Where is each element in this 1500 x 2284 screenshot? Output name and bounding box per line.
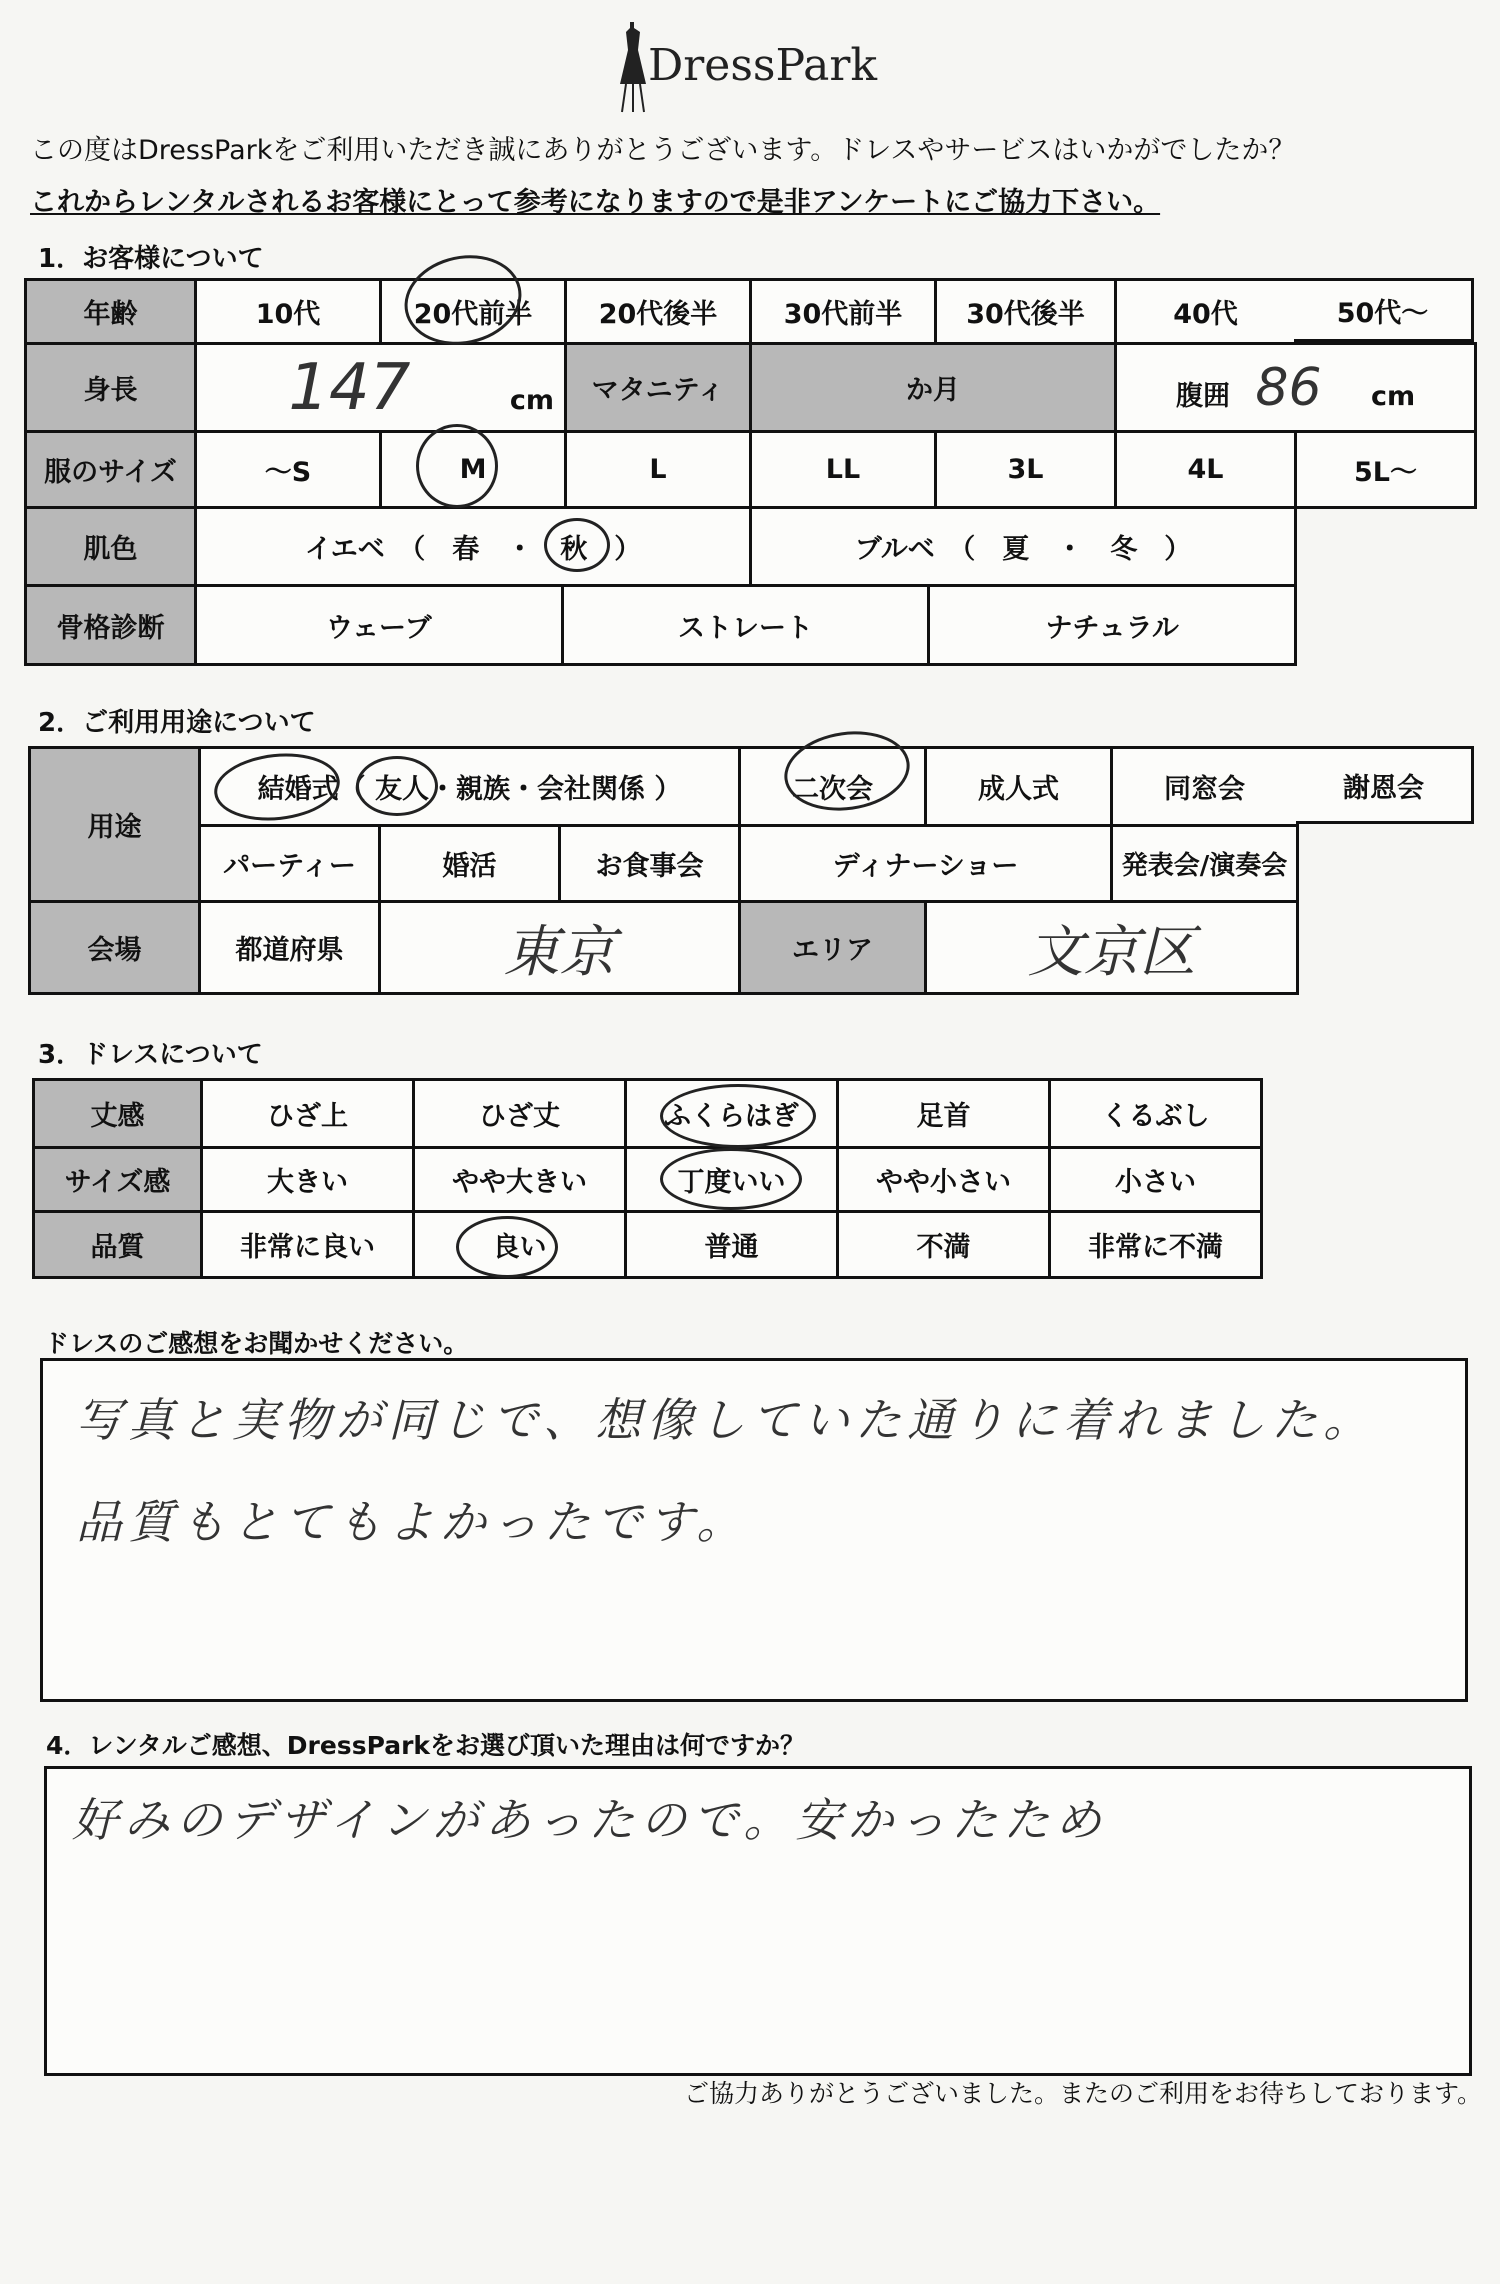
skin-blue-option[interactable]: ブルベ （ 夏 ・ 冬 ） bbox=[751, 508, 1296, 586]
age-option[interactable]: 50代～ bbox=[1294, 278, 1474, 342]
purpose-option[interactable]: 発表会/演奏会 bbox=[1112, 826, 1298, 902]
fit-option[interactable]: やや小さい bbox=[838, 1148, 1050, 1212]
skin-table bbox=[24, 506, 1297, 666]
waist-label: 腹囲 bbox=[1175, 380, 1230, 412]
size-option[interactable]: 4L bbox=[1116, 432, 1296, 508]
reason-answer: 好みのデザインがあったので。安かったため bbox=[72, 1793, 1108, 1847]
size-label: 服のサイズ bbox=[26, 432, 196, 508]
fit-option[interactable]: 小さい bbox=[1050, 1148, 1262, 1212]
prefecture-field[interactable] bbox=[380, 902, 740, 994]
length-label: 丈感 bbox=[34, 1080, 202, 1148]
area-label: エリア bbox=[740, 902, 926, 994]
skin-label: 肌色 bbox=[26, 508, 196, 586]
waist-unit: cm bbox=[1370, 380, 1416, 412]
impression-title: ドレスのご感想をお聞かせください。 bbox=[44, 1329, 469, 1358]
size-option[interactable]: L bbox=[566, 432, 751, 508]
age-option[interactable]: 20代前半 bbox=[381, 280, 566, 344]
customer-table bbox=[24, 278, 1297, 345]
length-option[interactable]: ひざ上 bbox=[202, 1080, 414, 1148]
frame-option[interactable]: ナチュラル bbox=[1045, 612, 1179, 644]
fit-option[interactable]: 大きい bbox=[202, 1148, 414, 1212]
dress-table bbox=[32, 1078, 1263, 1279]
quality-label: 品質 bbox=[34, 1212, 202, 1278]
length-option[interactable]: 足首 bbox=[838, 1080, 1050, 1148]
size-option[interactable]: 3L bbox=[936, 432, 1116, 508]
age-option[interactable]: 30代前半 bbox=[751, 280, 936, 344]
fit-option[interactable]: 丁度いい bbox=[626, 1148, 838, 1212]
age-option[interactable]: 40代 bbox=[1116, 280, 1296, 344]
size-option[interactable]: ～S bbox=[196, 432, 381, 508]
logo-text: DressPark bbox=[648, 40, 878, 91]
frame-label: 骨格診断 bbox=[26, 586, 196, 665]
impression-line-1: 写真と実物が同じで、想像していた通りに着れました。 bbox=[76, 1393, 1376, 1447]
quality-option[interactable]: 不満 bbox=[838, 1212, 1050, 1278]
venue-label: 会場 bbox=[30, 902, 200, 994]
skin-yellow-option[interactable]: イエベ （ 春 ・ 秋 ） bbox=[196, 508, 751, 586]
section3-title: 3．ドレスについて bbox=[38, 1040, 263, 1070]
section4-title: 4．レンタルご感想、DressParkをお選び頂いた理由は何ですか？ bbox=[46, 1731, 806, 1760]
quality-option[interactable]: 非常に不満 bbox=[1050, 1212, 1262, 1278]
size-option[interactable]: 5L～ bbox=[1296, 432, 1476, 508]
maternity-field[interactable] bbox=[751, 344, 1116, 432]
purpose-table bbox=[28, 746, 1299, 995]
quality-option[interactable]: 普通 bbox=[626, 1212, 838, 1278]
age-option[interactable]: 20代後半 bbox=[566, 280, 751, 344]
section2-title: 2．ご利用用途について bbox=[38, 708, 316, 738]
area-field[interactable] bbox=[926, 902, 1298, 994]
length-option[interactable]: ふくらはぎ bbox=[626, 1080, 838, 1148]
purpose-option[interactable]: お食事会 bbox=[560, 826, 740, 902]
quality-option[interactable]: 良い bbox=[414, 1212, 626, 1278]
purpose-option[interactable]: パーティー bbox=[200, 826, 380, 902]
length-option[interactable]: ひざ丈 bbox=[414, 1080, 626, 1148]
age-option[interactable]: 10代 bbox=[196, 280, 381, 344]
footer-thanks: ご協力ありがとうございました。またのご利用をお待ちしております。 bbox=[683, 2079, 1482, 2108]
area-value: 文京区 bbox=[1027, 919, 1196, 985]
purpose-label: 用途 bbox=[30, 748, 200, 902]
size-option[interactable]: LL bbox=[751, 432, 936, 508]
purpose-option[interactable]: 同窓会 bbox=[1112, 748, 1298, 826]
waist-value: 86 bbox=[1255, 357, 1322, 418]
purpose-option[interactable]: ディナーショー bbox=[740, 826, 1112, 902]
purpose-option[interactable]: 婚活 bbox=[380, 826, 560, 902]
frame-option[interactable]: ストレート bbox=[564, 587, 931, 663]
body-table bbox=[24, 342, 1477, 433]
age-label: 年齢 bbox=[26, 280, 196, 344]
prefecture-value: 東京 bbox=[503, 919, 616, 985]
intro-line-1: この度はDressParkをご利用いただき誠にありがとうございます。ドレスやサービスはいかがでしたか？ bbox=[30, 135, 1296, 166]
quality-option[interactable]: 非常に良い bbox=[202, 1212, 414, 1278]
impression-line-2: 品質もとてもよかったです。 bbox=[76, 1495, 749, 1549]
frame-option[interactable]: ウェーブ bbox=[197, 587, 564, 663]
age-option[interactable]: 30代後半 bbox=[936, 280, 1116, 344]
purpose-option[interactable]: 成人式 bbox=[926, 748, 1112, 826]
fit-option[interactable]: やや大きい bbox=[414, 1148, 626, 1212]
intro-line-2: これからレンタルされるお客様にとって参考になりますので是非アンケートにご協力下さい。 bbox=[30, 187, 1161, 218]
purpose-option[interactable]: 謝恩会 bbox=[1296, 746, 1474, 824]
height-label: 身長 bbox=[26, 344, 196, 432]
size-option[interactable]: M bbox=[381, 432, 566, 508]
section1-title: 1．お客様について bbox=[38, 244, 264, 274]
height-value: 147 bbox=[288, 350, 411, 425]
maternity-unit: か月 bbox=[906, 375, 961, 406]
height-field[interactable] bbox=[196, 344, 566, 432]
size-table bbox=[24, 430, 1477, 509]
purpose-option[interactable]: 二次会 bbox=[740, 748, 926, 826]
length-option[interactable]: くるぶし bbox=[1050, 1080, 1262, 1148]
prefecture-label: 都道府県 bbox=[200, 902, 380, 994]
height-unit: cm bbox=[509, 384, 555, 416]
purpose-option-wedding[interactable]: 結婚式（ 友人・親族・会社関係 ） bbox=[200, 748, 740, 826]
fit-label: サイズ感 bbox=[34, 1148, 202, 1212]
maternity-label: マタニティ bbox=[566, 344, 751, 432]
waist-field[interactable] bbox=[1116, 344, 1476, 432]
